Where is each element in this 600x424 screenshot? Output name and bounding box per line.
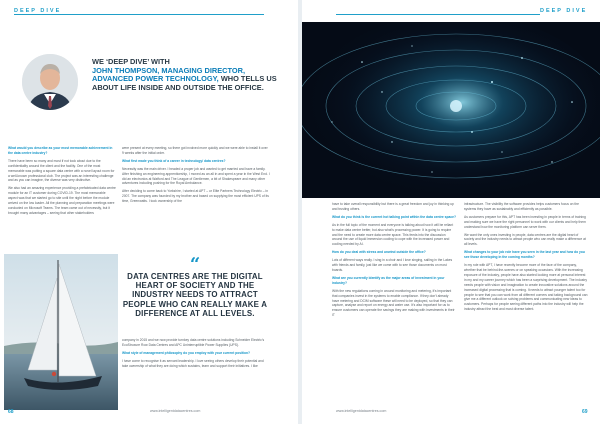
- section-tag-right: DEEP DIVE: [540, 8, 588, 14]
- question: What changes to your job role have you seen in the last year and how do you see those developing in the coming months?: [464, 250, 585, 260]
- page-number-left: 68: [8, 409, 14, 415]
- website-url-right: www.intelligentdatacentres.com: [336, 409, 387, 413]
- intro-tail: WHO TELLS US ABOUT LIFE INSIDE AND OUTSIDE THE OFFICE.: [92, 74, 277, 92]
- quote-mark-icon: “: [189, 254, 201, 275]
- answer: There have been so many and most if not took about due to the confidentiality around the client and the facility. One of the most memorable was putting a square data centre with a novel layout room for a well-known professional club. The project was an interesting challenge and as you can imagine, the diverse was very distinctive.: [8, 158, 115, 183]
- question: How do you deal with stress and unwind outside the office?: [332, 250, 426, 255]
- left-column-2-bottom: [122, 338, 270, 372]
- right-column-1: [332, 202, 456, 321]
- answer: have to take overall responsibility but there is a great freedom and joy in thinking up and trusting others.: [332, 202, 454, 211]
- data-galaxy-image: [302, 22, 600, 198]
- answer: As customers prepare for this, APT has been investing in people in terms of training and making sure we have the right personnel to work with our clients and help them understand how the monitoring platform can serve them.: [464, 214, 586, 229]
- answer: We want the only ones investing in people, data centres are the digital heart of society and the industry needs to attract people who can really make a difference at all levels.: [464, 232, 586, 247]
- answer: infrastructure. The visibility the software provides helps customers focus on the systems they have as sustainably and efficiently as possible.: [464, 202, 580, 211]
- page-number-right: 69: [582, 409, 588, 415]
- portrait-image: [22, 54, 78, 110]
- answer: Necessity was the main driver. I headed a proper job and wanted to get married and have a family. After finishing an engineering apprenticeship, I moved as an all in and spent a year in the West End. I did an electronics at Watford and The League of Gentlemen, a bit of Shakespeare and many other adventures including pushing for the Royal Ambulance.: [122, 166, 270, 186]
- question: What first made you think of a career in technology/ data centres?: [122, 158, 226, 163]
- question: What are you currently identify as the major areas of investment in your industry?: [332, 275, 445, 285]
- answer: were present at every meeting, so there got involved more quickly and we were able to install it over 9 weeks after the initial order.: [122, 146, 268, 155]
- answer: With the new regulations coming in around monitoring and metering, it's important that companies invest in the systems to enable compliance. If they don't already have metering and DCIM software these will need to be deployed, so that they can capture, analyse and report on energy and water use. It's also important for us to ensure customers can operate the savings they are making with investments in their IT: [332, 288, 455, 318]
- intro-name: JOHN THOMPSON, MANAGING DIRECTOR, ADVANCED POWER TECHNOLOGY,: [92, 65, 246, 84]
- section-rule-left: [14, 14, 264, 15]
- intro-lead: WE ‘DEEP DIVE’ WITH: [92, 57, 170, 66]
- pull-quote: [122, 254, 268, 318]
- section-rule-right: [336, 14, 540, 15]
- pull-quote-text: DATA CENTRES ARE THE DIGITAL HEART OF SOCIETY AND THE INDUSTRY NEEDS TO ATTRACT PEOPLE WHO CAN REALLY MAKE A DIFFERENCE AT ALL LEVELS.: [122, 272, 268, 318]
- answer: I have come to recognise it as servant leadership. I love seeing others develop their potential and take ownership of what they are doing which sustains, learn and support their initiatives. I like: [122, 358, 264, 368]
- question: What do you think is the current hot talking point within the data centre space?: [332, 214, 457, 219]
- answer: As in the full topic of the moment and everyone is talking about how it will be reliant to make data centre better, but also what's processing power. It is going to require and the need to create more data centre space. This feeds into the discussion around the use of liquid immersion cooling to cope with the increased power and cooling needed by AI.: [332, 222, 454, 247]
- avatar: [22, 54, 78, 110]
- question: What would you describe as your most memorable achievement in the data centre industry?: [8, 146, 113, 155]
- answer: Lots of different ways really. I sing in a choir and I love singing, sailing in the Lakes with friends and family, just like we come with to see those documents on most boards.: [332, 258, 453, 272]
- right-column-2: [464, 202, 588, 315]
- answer: company in 2015 and we now provide turnkey data centre solutions including Schneider Electric's EcoStruxure Row Data Centres and APC Uninterruptible Power Supplies (UPS).: [122, 338, 265, 347]
- left-page: [0, 0, 298, 424]
- intro-heading: [92, 58, 287, 92]
- sailing-photo: [4, 254, 118, 410]
- question: What style of management philosophy do you employ with your current position?: [122, 350, 251, 355]
- answer: In my role with APT, I have recently become more of the face of the company, whether that be behind-the-scenes or on speaking occasions. With the increasing exposure of the industry, people have also started looking more at personal interest in my and my career journey which has been a surprising development. The industry needs people with vision and imagination to create innovative solutions around the increased digital processing that is coming. It needs to attract younger talent too for people to see that you can work from all different corners and taking background can give me a different outlook on solving problems and communicating new ideas to customers. Perhaps for people seeing different paths into the industry will help the industry attract the best and most diverse talent.: [464, 263, 588, 312]
- answer: We also had an amazing experience providing a prefabricated data centre module for an IT customer during COVID-19. The most memorable aspect was that we started go to site until the night before the module arrived on the low loader. All the planning and preparation meetings were conducted on Microsoft Teams. The team came out of necessity, but it brought many advantages – seeing that other stakeholders: [8, 186, 116, 215]
- answer: After deciding to come back to Yorkshire, I started at APT – or Elite Partners Technology Electric – in 2007. The company was founded by my brother and based on supplying the most efficient UPS of its time, Greenwatts. I took ownership of the: [122, 189, 269, 204]
- left-column-1: [8, 146, 116, 219]
- section-tag-left: DEEP DIVE: [14, 8, 62, 14]
- right-page: [302, 0, 600, 424]
- left-column-2: [122, 146, 270, 207]
- website-url-left: www.intelligentdatacentres.com: [150, 409, 201, 413]
